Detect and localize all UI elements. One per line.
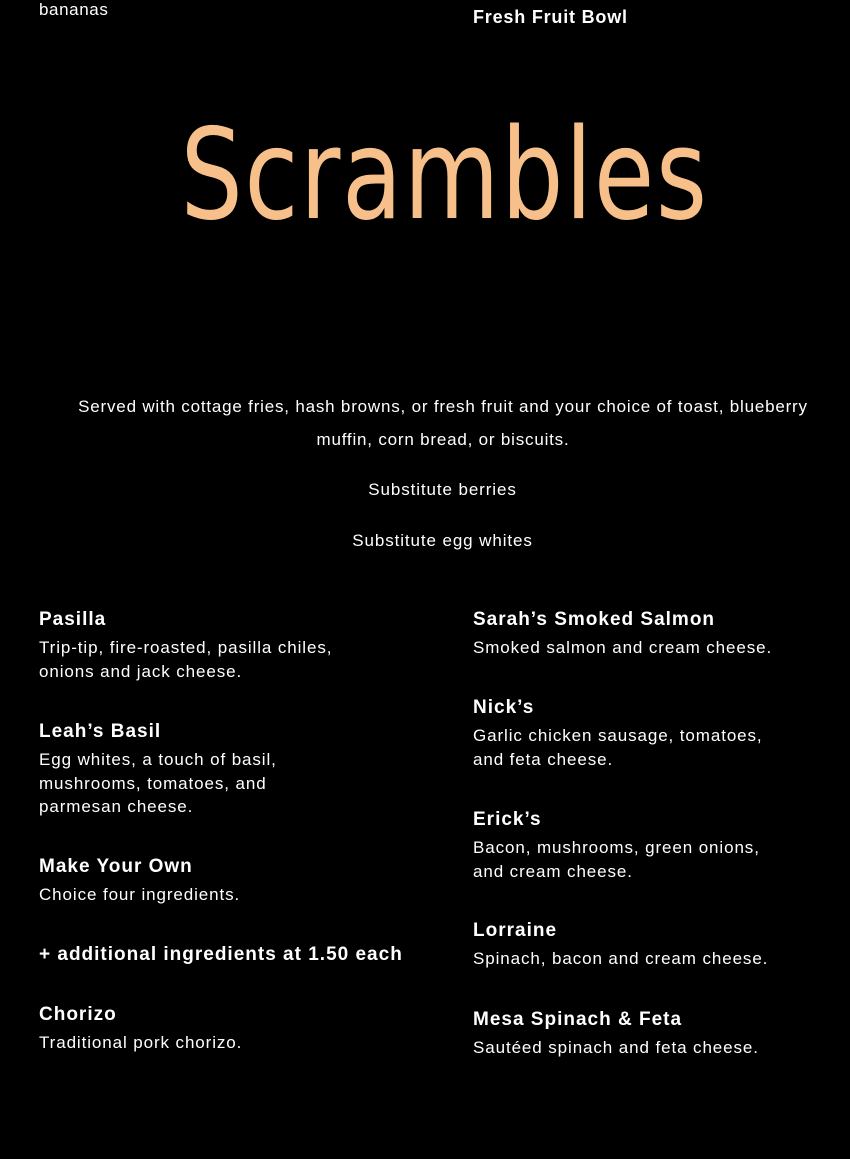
menu-item-name: Chorizo — [39, 1004, 117, 1025]
menu-item-desc: Choice four ingredients. — [39, 885, 241, 904]
menu-item-name: Erick’s — [473, 809, 542, 830]
section-intro: Served with cottage fries, hash browns, or fresh fruit and your choice of toast, blueberry muffin, corn bread, or biscuits. — [78, 397, 808, 449]
menu-item-name: Sarah’s Smoked Salmon — [473, 609, 716, 630]
menu-item-desc: Egg whites, a touch of basil, mushrooms, tomatoes, and parmesan cheese. — [39, 750, 277, 816]
menu-item-desc: Smoked salmon and cream cheese. — [473, 638, 773, 657]
menu-item-desc: Bacon, mushrooms, green onions, and cream cheese. — [473, 838, 760, 881]
menu-item — [473, 808, 793, 883]
menu-item-name: Make Your Own — [39, 856, 193, 877]
menu-item-desc: Traditional pork chorizo. — [39, 1033, 243, 1052]
fresh-fruit-bowl-title: Fresh Fruit Bowl — [473, 7, 628, 27]
menu-item-name: Lorraine — [473, 920, 558, 941]
menu-item — [473, 919, 823, 971]
menu-item — [473, 608, 823, 660]
menu-item-desc: Spinach, bacon and cream cheese. — [473, 949, 769, 968]
menu-item-desc: Sautéed spinach and feta cheese. — [473, 1038, 759, 1057]
menu-item-desc: Garlic chicken sausage, tomatoes, and feta cheese. — [473, 726, 763, 769]
menu-item — [39, 720, 309, 819]
substitute-berries-note: Substitute berries — [368, 480, 517, 499]
menu-item — [39, 608, 359, 683]
menu-item-name: Nick’s — [473, 697, 535, 718]
menu-item-name: Mesa Spinach & Feta — [473, 1009, 683, 1030]
section-heading-wrap — [0, 100, 850, 250]
additional-ingredients-note: + additional ingredients at 1.50 each — [39, 944, 403, 965]
menu-item — [473, 696, 793, 771]
menu-item-name: Pasilla — [39, 609, 107, 630]
menu-item — [39, 855, 399, 907]
section-title: Scrambles — [180, 101, 710, 248]
menu-item — [39, 1003, 399, 1055]
menu-item-desc: Trip-tip, fire-roasted, pasilla chiles, onions and jack cheese. — [39, 638, 333, 681]
menu-item — [473, 1008, 823, 1060]
previous-item-desc-tail: bananas — [39, 0, 109, 19]
menu-item-name: Leah’s Basil — [39, 721, 162, 742]
substitute-egg-whites-note: Substitute egg whites — [352, 531, 533, 550]
